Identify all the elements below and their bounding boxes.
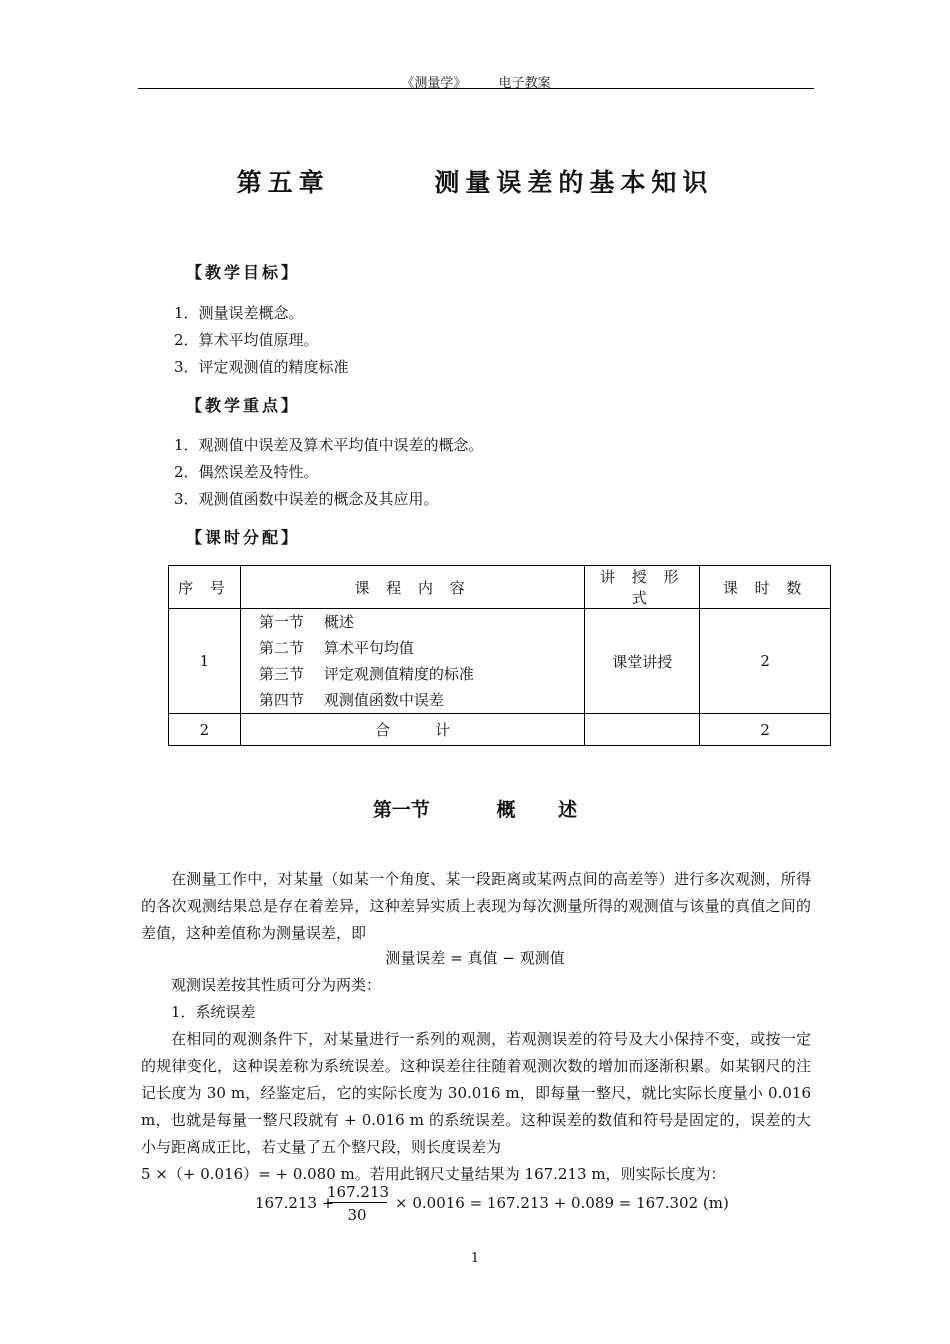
- list-item: 1．观测值中误差及算术平均值中误差的概念。: [174, 436, 484, 454]
- body-line: 1．系统误差: [171, 1003, 256, 1021]
- table-row: [169, 609, 831, 714]
- body-paragraph: 在测量工作中，对某量（如某一个角度、某一段距离或某两点间的高差等）进行多次观测，所得的各次观测结果总是存在着差异，这种差异实质上表现为每次测量所得的观测值与该量的真值之间的差值，这种差值称为测量误差，即: [141, 870, 811, 942]
- section-name-1: 概: [496, 799, 516, 821]
- section-number: 第一节: [372, 799, 430, 821]
- formula-lhs: 167.213 +: [255, 1194, 335, 1212]
- body-paragraph: 在相同的观测条件下，对某量进行一系列的观测，若观测误差的符号及大小保持不变，或按一定的规律变化，这种误差称为系统误差。这种误差往往随着观测次数的增加而逐渐积累。如某钢尺的注记长度为 30 m，经鉴定后，它的实际长度为 30.016 m，即每量一整尺，就比实际长度量小 0.016 m，也就是每量一整尺段就有 + 0.016 m 的系统误差。这种误差的数值和符号是固定的，误差的大小与距离成正比，若丈量了五个整尺段，则长度误差为: [141, 1030, 811, 1156]
- goals-heading: 【教学目标】: [186, 263, 301, 282]
- chapter-name: 测量误差的基本知识: [434, 168, 714, 197]
- fraction-denominator: 30: [347, 1206, 367, 1224]
- section-title: [0, 795, 950, 822]
- chapter-number: 第五章: [236, 168, 330, 197]
- hours: 2: [700, 714, 831, 746]
- formula-fraction: [327, 1182, 390, 1227]
- section-line: 第一节 概述: [258, 613, 354, 631]
- schedule-table: [168, 565, 831, 746]
- formula-rhs: × 0.0016 = 167.213 + 0.089 = 167.302 (m): [395, 1194, 729, 1212]
- teaching-form: [585, 714, 700, 746]
- table-row: [169, 714, 831, 746]
- chapter-title: [0, 163, 950, 199]
- column-header: 讲 授 形 式: [585, 566, 700, 609]
- list-item: 3．评定观测值的精度标准: [174, 358, 349, 376]
- table-header-row: [169, 566, 831, 609]
- section-line: 第二节 算术平句均值: [258, 639, 414, 657]
- teaching-form: 课堂讲授: [585, 609, 700, 714]
- column-header: 课 程 内 容: [240, 566, 584, 609]
- course-sections: [240, 609, 584, 714]
- section-line: 第三节 评定观测值精度的标准: [258, 665, 474, 683]
- keypoints-list: [174, 432, 484, 513]
- body-line: 观测误差按其性质可分为两类：: [171, 976, 382, 994]
- keypoints-heading: 【教学重点】: [186, 396, 301, 415]
- list-item: 1．测量误差概念。: [174, 304, 304, 322]
- header-book-title: 《测量学》: [401, 76, 467, 91]
- body-line: 5 ×（+ 0.016）= + 0.080 m。若用此钢尺丈量结果为 167.213 m，则实际长度为：: [141, 1165, 726, 1183]
- list-item: 2．算术平均值原理。: [174, 331, 319, 349]
- total-label: 合 计: [240, 714, 584, 746]
- list-item: 2．偶然误差及特性。: [174, 463, 319, 481]
- header-rule: [138, 88, 814, 89]
- row-number: 2: [169, 714, 241, 746]
- schedule-heading: 【课时分配】: [186, 528, 301, 547]
- section-line: 第四节 观测值函数中误差: [258, 691, 444, 709]
- list-item: 3．观测值函数中误差的概念及其应用。: [174, 490, 439, 508]
- row-number: 1: [169, 609, 241, 714]
- section-name-2: 述: [558, 799, 578, 821]
- hours: 2: [700, 609, 831, 714]
- fraction-numerator: 167.213: [327, 1183, 390, 1201]
- column-header: 课 时 数: [700, 566, 831, 609]
- column-header: 序 号: [169, 566, 241, 609]
- goals-list: [174, 300, 349, 381]
- error-equation: 测量误差 = 真值 − 观测值: [385, 949, 565, 967]
- header-subtitle: 电子教案: [498, 76, 551, 91]
- page-number: 1: [470, 1251, 480, 1266]
